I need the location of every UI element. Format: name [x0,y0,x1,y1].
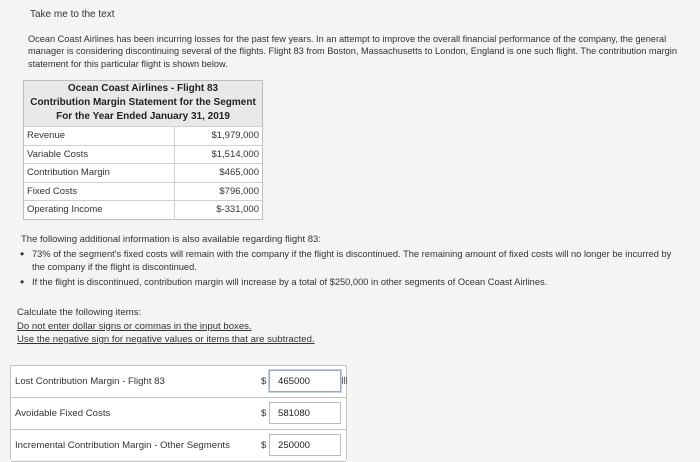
list-item: • If the flight is discontinued, contribution margin will increase by a total of $250,000 in other segments of Ocean Coast Airlines. [20,276,685,289]
statement-row-fixed-costs [24,182,262,201]
dollar-sign: $ [261,408,267,419]
statement-row-operating-income [24,200,262,219]
dollar-sign: $ [261,440,267,451]
instructions [17,306,315,347]
statement-title-name: Contribution Margin Statement for the Segment [30,97,256,108]
instructions-heading: Calculate the following items: [17,307,142,318]
statement-row-label: Variable Costs [27,148,89,160]
answer-label: Avoidable Fixed Costs [15,408,111,419]
statement-row-label: Revenue [27,130,66,141]
statement-row-value: $-331,000 [174,201,262,219]
lost-contribution-margin-input[interactable] [269,370,341,392]
list-item: • 73% of the segment's fixed costs will remain with the company if the flight is discontinued. The remaining amount of fixed costs will no longer be incurred by the company if the flight is discontinued. [20,248,685,274]
statement-header [24,81,262,126]
answer-row-lost-contribution-margin [11,366,346,398]
instructions-no-symbols: Do not enter dollar signs or commas in the input boxes. [17,320,252,332]
answer-table [10,365,347,460]
answer-label: Lost Contribution Margin - Flight 83 [15,376,165,387]
take-me-to-text-link[interactable]: Take me to the text [30,9,115,20]
answer-label: Incremental Contribution Margin - Other Segments [15,440,230,451]
statement-title-company: Ocean Coast Airlines - Flight 83 [67,83,219,94]
statement-row-contribution-margin [24,163,262,182]
statement-row-value: $1,979,000 [174,127,262,145]
statement-row-value: $796,000 [174,183,262,201]
additional-info-list [20,248,685,290]
answer-row-avoidable-fixed-costs [11,398,346,430]
statement-row-value: $1,514,000 [174,146,262,164]
additional-info-intro: The following additional information is also available regarding flight 83: [21,234,321,245]
statement-row-revenue [24,126,262,145]
avoidable-fixed-costs-input[interactable] [269,402,341,424]
intro-paragraph: Ocean Coast Airlines has been incurring losses for the past few years. In an attempt to improve the overall financial performance of the company, the general manager is considering discontinuing several of the flights. Flight 83 from Boston, Massachusetts to London, England is one such flight. The contribution margin statement for this particular flight is shown below. [28,34,677,69]
statement-row-label: Fixed Costs [27,185,78,197]
contribution-margin-statement [23,80,263,220]
statement-row-label: Contribution Margin [27,167,110,179]
answer-row-incremental-contribution-margin [11,430,346,462]
statement-row-label: Operating Income [27,204,103,216]
text-cursor-icon: Ⅲ [341,376,348,387]
incremental-contribution-margin-input[interactable] [269,434,341,456]
statement-row-value: $465,000 [174,164,262,182]
statement-title-period: For the Year Ended January 31, 2019 [56,111,230,122]
instructions-negative-sign: Use the negative sign for negative values or items that are subtracted. [17,334,315,345]
dollar-sign: $ [261,376,267,387]
statement-row-variable-costs [24,145,262,164]
